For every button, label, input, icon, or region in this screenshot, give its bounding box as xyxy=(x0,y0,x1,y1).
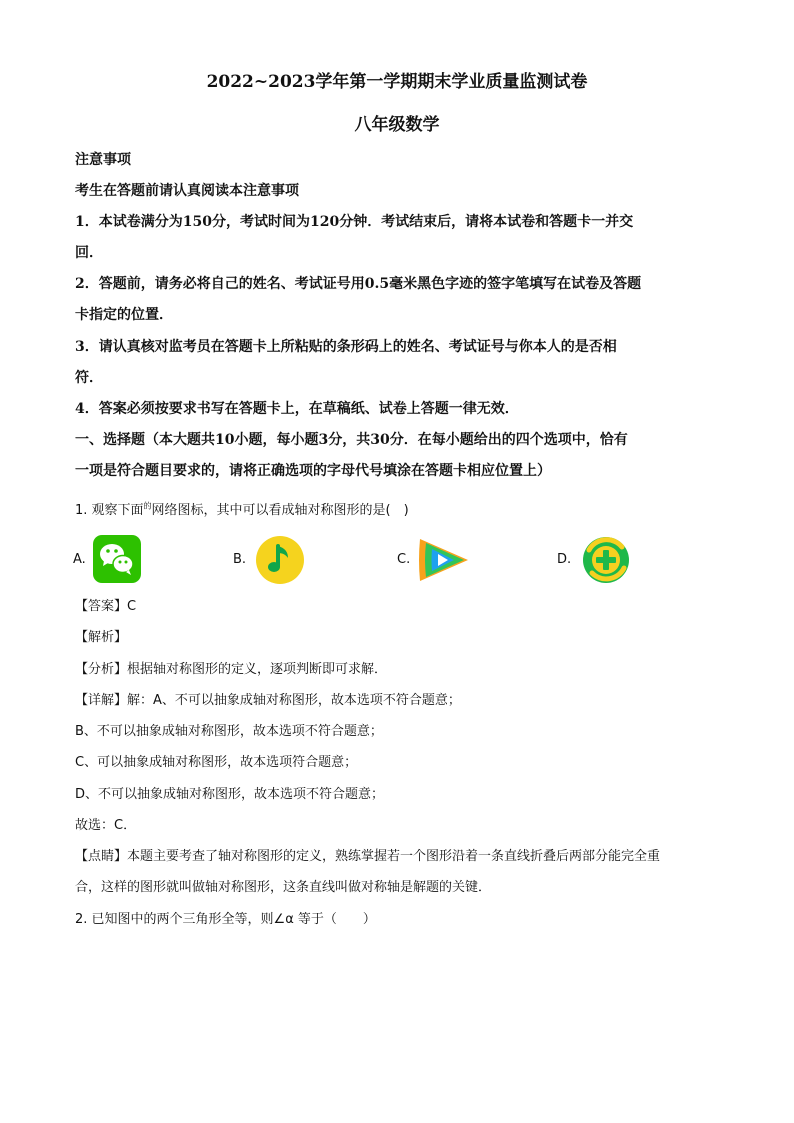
notice-item-2: 2．答题前，请务必将自己的姓名、考试证号用0.5毫米黑色字迹的签字笔填写在试卷及答题 xyxy=(75,276,642,292)
detail-option-b: B、不可以抽象成轴对称图形，故本选项不符合题意； xyxy=(75,724,383,739)
notice-item-2-cont: 卡指定的位置． xyxy=(75,307,173,323)
question-1-stem-start: 1. 观察下面 xyxy=(75,503,144,518)
comment-line-2: 合，这样的图形就叫做轴对称图形，这条直线叫做对称轴是解题的关键． xyxy=(75,880,492,895)
question-1-stem-mark: 的 xyxy=(143,501,152,511)
notice-heading: 注意事项 xyxy=(75,152,131,168)
comment-line-1: 【点睛】本题主要考查了轴对称图形的定义，熟练掌握若一个图形沿着一条直线折叠后两部分能完全重 xyxy=(75,849,661,864)
notice-item-3-cont: 符． xyxy=(75,370,103,386)
detail-option-d: D、不可以抽象成轴对称图形，故本选项不符合题意； xyxy=(75,787,385,802)
question-2-stem: 2. 已知图中的两个三角形全等，则∠α 等于（ ） xyxy=(75,912,376,927)
exam-title: 2022~2023学年第一学期期末学业质量监测试卷 xyxy=(206,72,588,92)
exam-subtitle: 八年级数学 xyxy=(354,115,440,135)
analysis-heading: 【解析】 xyxy=(75,630,128,645)
notice-item-4: 4．答案必须按要求书写在答题卡上，在草稿纸、试卷上答题一律无效． xyxy=(75,401,519,417)
option-a-label: A. xyxy=(73,552,86,567)
option-d-label: D. xyxy=(557,552,572,567)
notice-intro: 考生在答题前请认真阅读本注意事项 xyxy=(75,183,299,199)
detail-option-a: 【详解】解：A、不可以抽象成轴对称图形，故本选项不符合题意； xyxy=(75,693,461,708)
section-1-heading: 一、选择题（本大题共10小题，每小题3分，共30分．在每小题给出的四个选项中，恰有 xyxy=(75,432,628,448)
question-1-stem-end: 网络图标，其中可以看成轴对称图形的是( ) xyxy=(151,503,409,518)
option-b-label: B. xyxy=(233,552,247,567)
detail-option-c: C、可以抽象成轴对称图形，故本选项符合题意； xyxy=(75,755,358,770)
option-c-label: C. xyxy=(397,552,411,567)
360-security-icon xyxy=(580,535,632,585)
conclusion: 故选：C． xyxy=(75,818,137,833)
notice-item-1-cont: 回． xyxy=(75,245,103,261)
answer-line: 【答案】C xyxy=(75,599,137,614)
analysis-summary: 【分析】根据轴对称图形的定义，逐项判断即可求解． xyxy=(75,662,388,677)
question-1-stem xyxy=(75,501,725,521)
notice-item-1: 1．本试卷满分为150分，考试时间为120分钟．考试结束后，请将本试卷和答题卡一并交 xyxy=(75,214,634,230)
wechat-icon xyxy=(93,535,141,583)
notice-item-3: 3．请认真核对监考员在答题卡上所粘贴的条形码上的姓名、考试证号与你本人的是否相 xyxy=(75,339,617,355)
qq-music-icon xyxy=(255,535,305,585)
section-1-heading-cont: 一项是符合题目要求的，请将正确选项的字母代号填涂在答题卡相应位置上） xyxy=(75,463,551,479)
tencent-video-icon xyxy=(416,535,472,585)
